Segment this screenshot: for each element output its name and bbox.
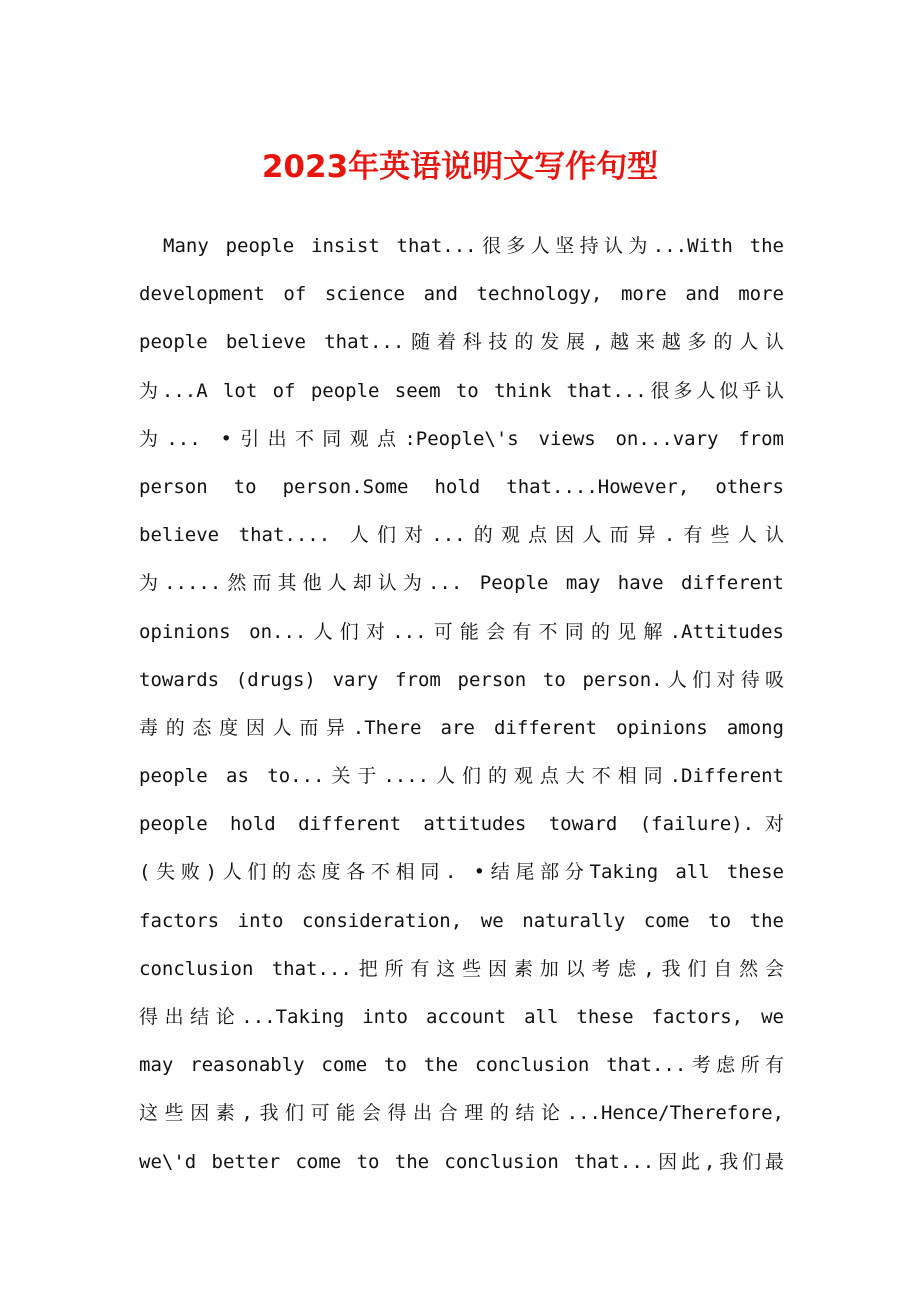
body-line-10: towards (drugs) vary from person to person.人们对待吸: [139, 668, 784, 691]
body-line-4: 为...A lot of people seem to think that...很多人似乎认: [139, 379, 784, 402]
body-line-17: 得出结论...Taking into account all these factors, we: [139, 1006, 784, 1028]
body-line-5: 为... •引出不同观点:People\'s views on...vary from: [139, 427, 784, 450]
body-line-11: 毒的态度因人而异.There are different opinions among: [139, 716, 784, 739]
body-line-20: we\'d better come to the conclusion that...因此,我们最: [139, 1150, 784, 1173]
body-line-12: people as to...关于....人们的观点大不相同.Different: [139, 765, 784, 788]
body-line-1: Many people insist that...很多人坚持认为...With the: [163, 235, 784, 257]
body-line-8: 为.....然而其他人却认为... People may have different: [139, 572, 784, 595]
body-line-7: believe that.... 人们对...的观点因人而异.有些人认: [139, 524, 784, 547]
body-line-15: factors into consideration, we naturally come to the: [139, 909, 784, 932]
body-line-3: people believe that...随着科技的发展,越来越多的人认: [139, 331, 784, 354]
body-line-14: (失败)人们的态度各不相同. •结尾部分Taking all these: [139, 861, 784, 884]
body-line-19: 这些因素,我们可能会得出合理的结论...Hence/Therefore,: [139, 1102, 784, 1125]
body-line-13: people hold different attitudes toward (failure).对: [139, 813, 784, 836]
body-line-2: development of science and technology, more and more: [139, 283, 784, 306]
document-body: [139, 222, 784, 1186]
body-line-6: person to person.Some hold that....However, others: [139, 475, 784, 498]
document-title: 2023年英语说明文写作句型: [261, 149, 659, 185]
body-line-18: may reasonably come to the conclusion that...考虑所有: [139, 1054, 784, 1077]
body-line-16: conclusion that...把所有这些因素加以考虑,我们自然会: [139, 957, 784, 980]
body-line-9: opinions on...人们对...可能会有不同的见解.Attitudes: [139, 620, 784, 643]
